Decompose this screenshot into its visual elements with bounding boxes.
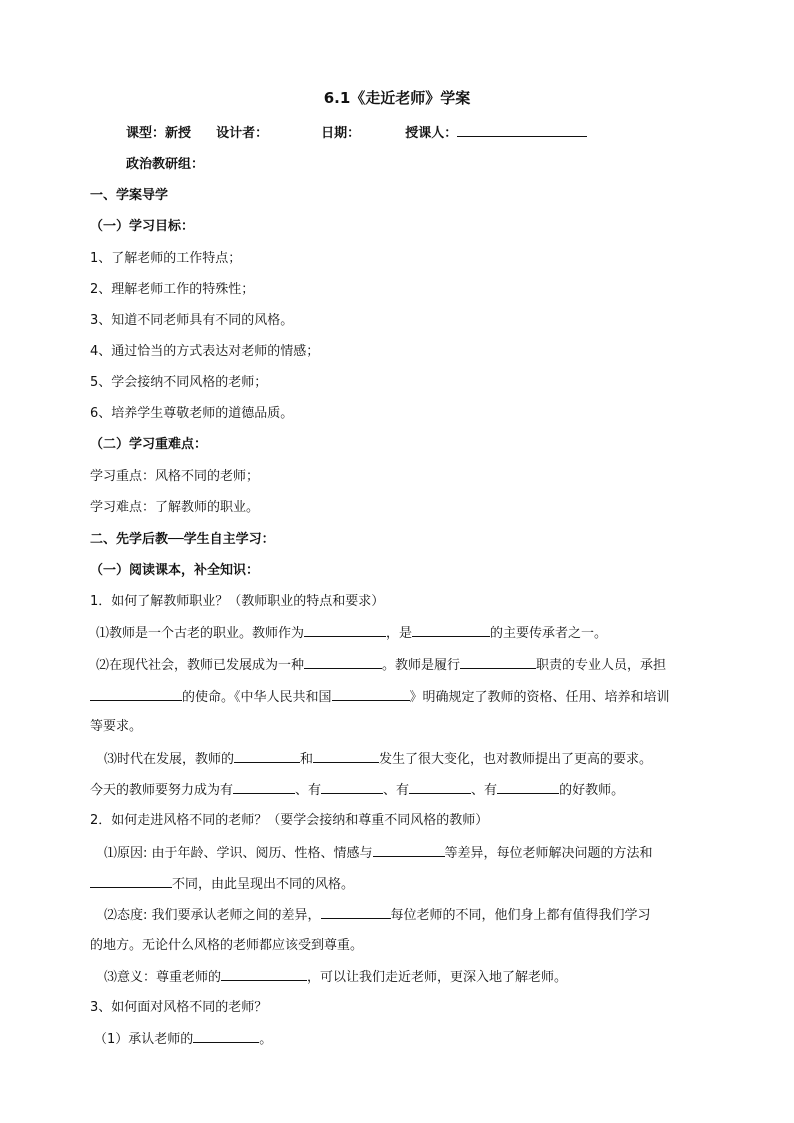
- key-heading: （二）学习重难点：: [90, 437, 208, 452]
- q2-paragraph-1-cont: [90, 875, 354, 894]
- q2-paragraph-2: [104, 906, 651, 925]
- fill-blank: [233, 781, 295, 794]
- q2-p2-text: 每位老师的不同，他们身上都有值得我们学习: [390, 908, 651, 923]
- goals-heading: （一）学习目标：: [90, 219, 195, 234]
- q1-p3-text: ⑶时代在发展，教师的: [104, 752, 235, 767]
- teacher-label: 授课人：: [405, 126, 458, 141]
- q1-p3-text: 发生了很大变化，也对教师提出了更高的要求。: [379, 752, 653, 767]
- fill-blank: [313, 750, 379, 763]
- q1-p3-text: 、有: [471, 783, 498, 798]
- question-2: 2．如何走进风格不同的老师？（要学会接纳和尊重不同风格的教师）: [90, 813, 489, 828]
- q1-p2-text: 。教师是履行: [382, 658, 461, 673]
- question-1: 1．如何了解教师职业？（教师职业的特点和要求）: [90, 594, 385, 609]
- goal-item: 3、知道不同老师具有不同的风格。: [90, 313, 294, 328]
- q2-paragraph-2-cont: 的地方。无论什么风格的老师都应该受到尊重。: [90, 938, 364, 953]
- section1-heading: 一、学案导学: [90, 188, 169, 203]
- q2-p3-text: ，可以让我们走近老师，更深入地了解老师。: [307, 970, 568, 985]
- fill-blank: [90, 875, 172, 888]
- fill-blank: [90, 688, 182, 701]
- difficult-point: 学习难点：了解教师的职业。: [90, 500, 260, 515]
- document-title: 6.1《走近老师》学案: [323, 89, 471, 107]
- fill-blank: [321, 781, 383, 794]
- q2-p1-text: 不同，由此呈现出不同的风格。: [172, 877, 355, 892]
- q1-paragraph-3-cont: [90, 781, 624, 800]
- designer-label: 设计者：: [216, 126, 269, 141]
- fill-blank: [234, 750, 300, 763]
- q1-paragraph-2-end: 等要求。: [90, 719, 143, 734]
- teacher-blank: [457, 124, 587, 137]
- q1-p1-text: ，是: [386, 626, 413, 641]
- goal-item: 4、通过恰当的方式表达对老师的情感；: [90, 344, 320, 359]
- q1-paragraph-2-cont: [90, 688, 670, 707]
- goal-item: 1、了解老师的工作特点；: [90, 251, 242, 266]
- fill-blank: [460, 656, 536, 669]
- q2-p3-text: ⑶意义：尊重老师的: [104, 970, 222, 985]
- fill-blank: [304, 656, 382, 669]
- fill-blank: [221, 968, 307, 981]
- fill-blank: [373, 844, 445, 857]
- q1-p3-text: 今天的教师要努力成为有: [90, 783, 234, 798]
- section2-heading: 二、先学后教──学生自主学习：: [90, 532, 275, 547]
- q3-p1-text: （1）承认老师的: [94, 1032, 194, 1047]
- q3-paragraph-1: [94, 1030, 272, 1049]
- fill-blank: [321, 906, 391, 919]
- q1-p1-text: ⑴教师是一个古老的职业。教师作为: [96, 626, 305, 641]
- fill-blank: [412, 624, 490, 637]
- fill-blank: [497, 781, 559, 794]
- q2-paragraph-3: [104, 968, 567, 987]
- group-label: 政治教研组：: [126, 157, 205, 172]
- lesson-type: 课型：新授: [126, 126, 192, 141]
- q2-p1-text: 等差异，每位老师解决问题的方法和: [444, 846, 653, 861]
- date-label: 日期：: [321, 126, 361, 141]
- q1-p2-text: 职责的专业人员，承担: [536, 658, 667, 673]
- goal-item: 6、培养学生尊敬老师的道德品质。: [90, 406, 294, 421]
- goal-item: 5、学会接纳不同风格的老师；: [90, 375, 268, 390]
- q1-p3-text: 、有: [295, 783, 322, 798]
- goal-item: 2、理解老师工作的特殊性；: [90, 282, 255, 297]
- q1-p3-text: 和: [300, 752, 314, 767]
- fill-blank: [304, 624, 386, 637]
- q2-p1-text: ⑴原因: 由于年龄、学识、阅历、性格、情感与: [104, 846, 373, 861]
- q1-p2-text: 的使命。《中华人民共和国: [182, 690, 332, 705]
- key-point: 学习重点：风格不同的老师；: [90, 469, 260, 484]
- q1-p1-text: 的主要传承者之一。: [490, 626, 608, 641]
- q2-p2-text: ⑵态度: 我们要承认老师之间的差异，: [104, 908, 321, 923]
- q1-paragraph-3: [104, 750, 652, 769]
- q1-p3-text: 、有: [383, 783, 410, 798]
- q1-paragraph-2: [96, 656, 666, 675]
- fill-blank: [193, 1030, 259, 1043]
- read-heading: （一）阅读课本，补全知识：: [90, 563, 260, 578]
- q1-p2-text: 》明确规定了教师的资格、任用、培养和培训: [409, 690, 670, 705]
- q1-p2-text: ⑵在现代社会，教师已发展成为一种: [96, 658, 305, 673]
- q1-paragraph-1: [96, 624, 607, 643]
- fill-blank: [409, 781, 471, 794]
- fill-blank: [332, 688, 410, 701]
- q3-p1-text: 。: [259, 1032, 273, 1047]
- q1-p3-text: 的好教师。: [559, 783, 625, 798]
- meta-line: [126, 124, 587, 143]
- q2-paragraph-1: [104, 844, 653, 863]
- question-3: 3、如何面对风格不同的老师？: [90, 1000, 268, 1015]
